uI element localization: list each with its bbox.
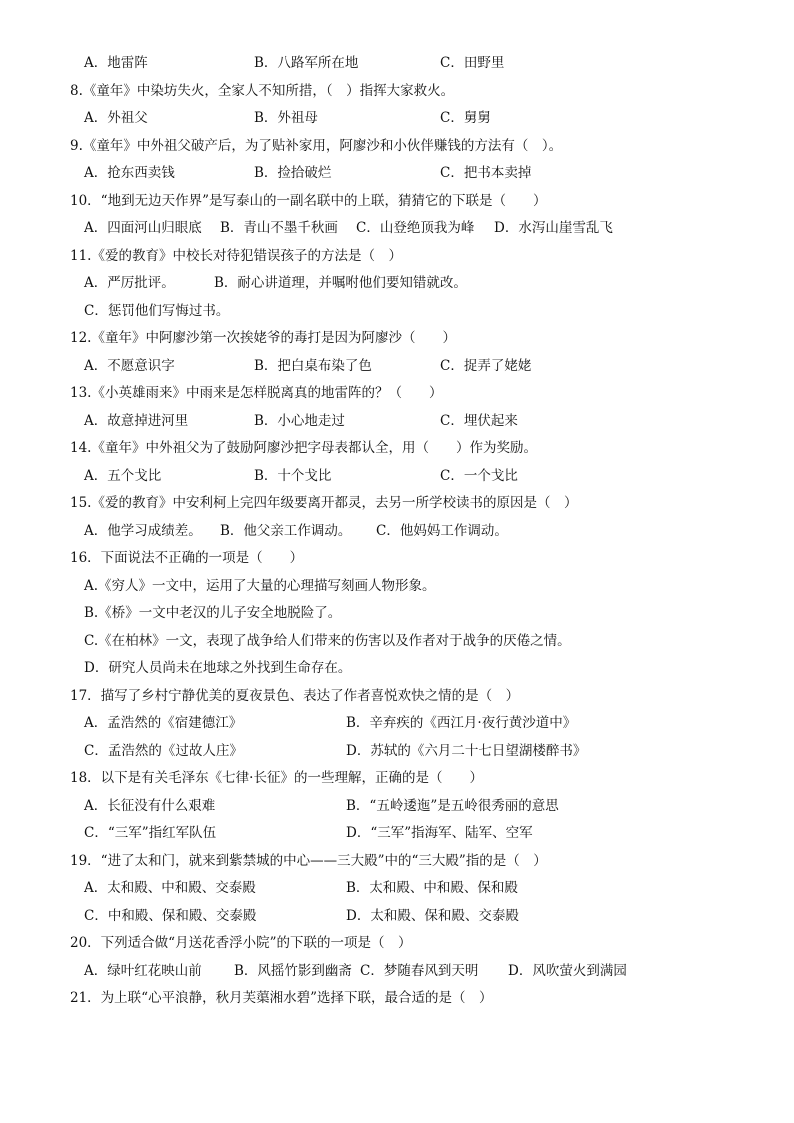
question-text: 12.《童年》中阿廖沙第一次挨姥爷的毒打是因为阿廖沙（ ） (70, 330, 456, 346)
answer-option: A．地雷阵 (84, 55, 148, 71)
answer-option: D．风吹萤火到满园 (508, 963, 627, 979)
answer-option: A．太和殿、中和殿、交泰殿 (84, 880, 256, 896)
answer-option: B．把白桌布染了色 (254, 358, 372, 374)
answer-option: A．外祖父 (84, 110, 148, 126)
answer-option: B．十个戈比 (254, 468, 332, 484)
question-text: 13.《小英雄雨来》中雨来是怎样脱离真的地雷阵的？（ ） (70, 385, 443, 401)
answer-option: A．故意掉进河里 (84, 413, 189, 429)
question-text: 17．描写了乡村宁静优美的夏夜景色、表达了作者喜悦欢快之情的是（ ） (70, 688, 520, 704)
answer-option: B．小心地走过 (254, 413, 345, 429)
answer-option: C．一个戈比 (440, 468, 518, 484)
answer-option: B.《桥》一文中老汉的儿子安全地脱险了。 (84, 605, 342, 621)
answer-option: C．山登绝顶我为峰 (356, 220, 475, 236)
question-text: 16．下面说法不正确的一项是（ ） (70, 550, 304, 566)
answer-option: D．苏轼的《六月二十七日望湖楼醉书》 (346, 743, 587, 759)
answer-option: B．“五岭逶迤”是五岭很秀丽的意思 (346, 798, 559, 814)
answer-option: A．绿叶红花映山前 (84, 963, 202, 979)
answer-option: A．不愿意识字 (84, 358, 175, 374)
answer-option: C．舅舅 (440, 110, 491, 126)
question-text: 21．为上联“心平浪静，秋月芙蕖湘水碧”选择下联，最合适的是（ ） (70, 990, 493, 1006)
answer-option: B．耐心讲道理，并嘱咐他们要知错就改。 (214, 275, 467, 291)
answer-option: A.《穷人》一文中，运用了大量的心理描写刻画人物形象。 (84, 578, 436, 594)
question-text: 14.《童年》中外祖父为了鼓励阿廖沙把字母表都认全，用（ ）作为奖励。 (70, 440, 537, 456)
answer-option: D．太和殿、保和殿、交泰殿 (346, 908, 519, 924)
answer-option: B．八路军所在地 (254, 55, 359, 71)
answer-option: D．“三军”指海军、陆军、空军 (346, 825, 533, 841)
answer-option: B．风摇竹影到幽斋 (234, 963, 352, 979)
answer-option: B．捡拾破烂 (254, 165, 332, 181)
answer-option: C．捉弄了姥姥 (440, 358, 532, 374)
answer-option: D．水泻山崖雪乱飞 (494, 220, 613, 236)
answer-option: B．太和殿、中和殿、保和殿 (346, 880, 518, 896)
answer-option: A．严厉批评。 (84, 275, 175, 291)
answer-option: A．长征没有什么艰难 (84, 798, 216, 814)
question-text: 18．以下是有关毛泽东《七律·长征》的一些理解，正确的是（ ） (70, 770, 483, 786)
answer-option: A．孟浩然的《宿建德江》 (84, 715, 243, 731)
answer-option: C．中和殿、保和殿、交泰殿 (84, 908, 257, 924)
answer-option: C．埋伏起来 (440, 413, 518, 429)
answer-option: C．田野里 (440, 55, 505, 71)
question-text: 20．下列适合做“月送花香浮小院”的下联的一项是（ ） (70, 935, 412, 951)
answer-option: B．青山不墨千秋画 (220, 220, 338, 236)
question-text: 19．“进了太和门，就来到紫禁城的中心——三大殿”中的“三大殿”指的是（ ） (70, 853, 547, 869)
answer-option: C．惩罚他们写悔过书。 (84, 303, 230, 319)
answer-option: C．他妈妈工作调动。 (376, 523, 508, 539)
answer-option: A．他学习成绩差。 (84, 523, 202, 539)
answer-option: A．五个戈比 (84, 468, 162, 484)
answer-option: D．研究人员尚未在地球之外找到生命存在。 (84, 660, 352, 676)
question-text: 8.《童年》中染坊失火，全家人不知所措，（ ）指挥大家救火。 (70, 83, 455, 99)
answer-option: C．孟浩然的《过故人庄》 (84, 743, 243, 759)
answer-option: A．四面河山归眼底 (84, 220, 202, 236)
question-text: 9.《童年》中外祖父破产后，为了贴补家用，阿廖沙和小伙伴赚钱的方法有（ ）。 (70, 138, 563, 154)
answer-option: B．辛弃疾的《西江月·夜行黄沙道中》 (346, 715, 577, 731)
answer-option: C．“三军”指红军队伍 (84, 825, 217, 841)
answer-option: C.《在柏林》一文，表现了战争给人们带来的伤害以及作者对于战争的厌倦之情。 (84, 633, 571, 649)
answer-option: B．外祖母 (254, 110, 318, 126)
answer-option: B．他父亲工作调动。 (220, 523, 352, 539)
answer-option: C．把书本卖掉 (440, 165, 532, 181)
question-text: 11.《爱的教育》中校长对待犯错误孩子的方法是（ ） (70, 248, 402, 264)
answer-option: C．梦随春风到天明 (360, 963, 479, 979)
question-text: 15.《爱的教育》中安利柯上完四年级要离开都灵，去另一所学校读书的原因是（ ） (70, 495, 578, 511)
answer-option: A．抢东西卖钱 (84, 165, 175, 181)
question-text: 10．“地到无边天作界”是写泰山的一副名联中的上联，猜猜它的下联是（ ） (70, 193, 547, 209)
